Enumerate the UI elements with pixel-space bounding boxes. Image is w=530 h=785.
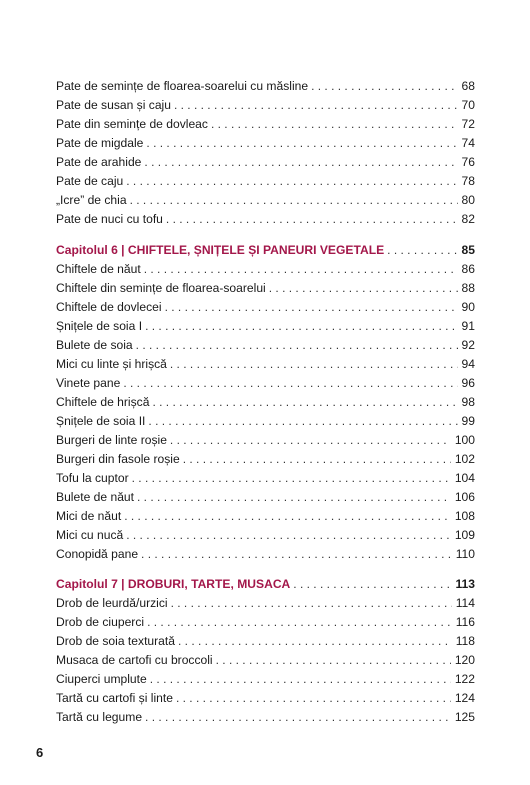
entry-page: 109 bbox=[454, 528, 475, 542]
toc-entry bbox=[56, 115, 475, 134]
entry-title: Burgeri din fasole roșie bbox=[56, 452, 180, 466]
entry-page: 94 bbox=[461, 357, 475, 371]
entry-title: Șnițele de soia I bbox=[56, 319, 143, 333]
toc-entry bbox=[56, 488, 475, 507]
entry-page: 104 bbox=[454, 471, 475, 485]
toc-entry bbox=[56, 708, 475, 727]
toc-entry bbox=[56, 450, 475, 469]
entry-title: Pate de migdale bbox=[56, 136, 144, 150]
leader-dots bbox=[124, 507, 451, 526]
toc-entry bbox=[56, 469, 475, 488]
chapter-page: 85 bbox=[461, 243, 475, 257]
entry-title: Drob de soia texturată bbox=[56, 634, 175, 648]
leader-dots bbox=[170, 355, 458, 374]
leader-dots bbox=[170, 431, 451, 450]
entry-page: 96 bbox=[461, 376, 475, 390]
chapter-heading bbox=[56, 575, 475, 594]
entry-title: Burgeri de linte roșie bbox=[56, 433, 167, 447]
chapter-title: Capitolul 6 | CHIFTELE, ȘNIȚELE ȘI PANEURI VEGETALE bbox=[56, 243, 385, 257]
toc-entry bbox=[56, 374, 475, 393]
entry-page: 78 bbox=[461, 174, 475, 188]
entry-page: 80 bbox=[461, 193, 475, 207]
chapter-heading bbox=[56, 241, 475, 260]
entry-title: Pate de semințe de floarea-soarelui cu măsline bbox=[56, 79, 309, 93]
leader-dots bbox=[126, 526, 451, 545]
entry-title: Mici cu linte și hrișcă bbox=[56, 357, 167, 371]
leader-dots bbox=[130, 191, 458, 210]
toc-entry bbox=[56, 191, 475, 210]
entry-title: Mici de năut bbox=[56, 509, 122, 523]
leader-dots bbox=[174, 96, 458, 115]
entry-page: 82 bbox=[461, 212, 475, 226]
entry-page: 72 bbox=[461, 117, 475, 131]
entry-page: 120 bbox=[454, 653, 475, 667]
entry-title: Pate de susan și caju bbox=[56, 98, 171, 112]
entry-page: 91 bbox=[461, 319, 475, 333]
toc-entry bbox=[56, 651, 475, 670]
entry-title: Pate de caju bbox=[56, 174, 124, 188]
toc-entry bbox=[56, 632, 475, 651]
page-number: 6 bbox=[36, 745, 44, 760]
entry-page: 110 bbox=[455, 547, 475, 561]
leader-dots bbox=[123, 374, 457, 393]
entry-page: 100 bbox=[454, 433, 475, 447]
entry-title: Mici cu nucă bbox=[56, 528, 124, 542]
entry-title: Chiftele de dovlecei bbox=[56, 300, 162, 314]
toc-entry bbox=[56, 613, 475, 632]
entry-title: Ciuperci umplute bbox=[56, 672, 147, 686]
toc-entry bbox=[56, 670, 475, 689]
entry-page: 106 bbox=[454, 490, 475, 504]
leader-dots bbox=[269, 279, 458, 298]
entry-page: 122 bbox=[454, 672, 475, 686]
toc-entry bbox=[56, 134, 475, 153]
entry-page: 118 bbox=[455, 634, 475, 648]
leader-dots bbox=[150, 670, 451, 689]
entry-page: 76 bbox=[461, 155, 475, 169]
toc-entry bbox=[56, 594, 475, 613]
entry-page: 98 bbox=[461, 395, 475, 409]
entry-page: 92 bbox=[461, 338, 475, 352]
leader-dots bbox=[293, 575, 451, 594]
entry-title: Conopidă pane bbox=[56, 547, 139, 561]
entry-title: Tartă cu legume bbox=[56, 710, 143, 724]
leader-dots bbox=[132, 469, 451, 488]
leader-dots bbox=[183, 450, 451, 469]
leader-dots bbox=[171, 594, 452, 613]
toc-entry bbox=[56, 279, 475, 298]
leader-dots bbox=[137, 488, 451, 507]
entry-page: 74 bbox=[461, 136, 475, 150]
entry-page: 88 bbox=[461, 281, 475, 295]
leader-dots bbox=[165, 298, 458, 317]
entry-page: 90 bbox=[461, 300, 475, 314]
chapter-title: Capitolul 7 | DROBURI, TARTE, MUSACA bbox=[56, 577, 291, 591]
toc-entry bbox=[56, 210, 475, 229]
entry-page: 116 bbox=[455, 615, 475, 629]
entry-page: 108 bbox=[454, 509, 475, 523]
toc-entry bbox=[56, 77, 475, 96]
leader-dots bbox=[144, 153, 457, 172]
leader-dots bbox=[147, 613, 452, 632]
toc-entry bbox=[56, 153, 475, 172]
leader-dots bbox=[176, 689, 451, 708]
entry-title: Pate de arahide bbox=[56, 155, 142, 169]
toc-entry bbox=[56, 96, 475, 115]
toc-entry bbox=[56, 317, 475, 336]
entry-page: 102 bbox=[454, 452, 475, 466]
leader-dots bbox=[211, 115, 458, 134]
leader-dots bbox=[178, 632, 452, 651]
toc-entry bbox=[56, 412, 475, 431]
entry-page: 124 bbox=[454, 691, 475, 705]
entry-title: „Icre” de chia bbox=[56, 193, 127, 207]
entry-title: Chiftele din semințe de floarea-soarelui bbox=[56, 281, 266, 295]
entry-title: Musaca de cartofi cu broccoli bbox=[56, 653, 213, 667]
entry-title: Drob de ciuperci bbox=[56, 615, 145, 629]
toc-entry bbox=[56, 355, 475, 374]
chapter-page: 113 bbox=[455, 577, 475, 591]
entry-title: Bulete de soia bbox=[56, 338, 133, 352]
leader-dots bbox=[145, 708, 451, 727]
entry-title: Tartă cu cartofi și linte bbox=[56, 691, 173, 705]
entry-page: 99 bbox=[461, 414, 475, 428]
entry-page: 86 bbox=[461, 262, 475, 276]
entry-page: 70 bbox=[461, 98, 475, 112]
entry-page: 68 bbox=[461, 79, 475, 93]
leader-dots bbox=[148, 412, 457, 431]
entry-page: 125 bbox=[454, 710, 475, 724]
leader-dots bbox=[146, 134, 457, 153]
leader-dots bbox=[152, 393, 457, 412]
toc-entry bbox=[56, 689, 475, 708]
toc-entry bbox=[56, 431, 475, 450]
toc-entry bbox=[56, 507, 475, 526]
leader-dots bbox=[144, 260, 458, 279]
leader-dots bbox=[141, 545, 452, 564]
entry-title: Drob de leurdă/urzici bbox=[56, 596, 168, 610]
entry-title: Șnițele de soia II bbox=[56, 414, 146, 428]
leader-dots bbox=[387, 241, 457, 260]
toc-entry bbox=[56, 526, 475, 545]
entry-page: 114 bbox=[455, 596, 475, 610]
leader-dots bbox=[216, 651, 451, 670]
leader-dots bbox=[145, 317, 457, 336]
toc-entry bbox=[56, 336, 475, 355]
entry-title: Pate de nuci cu tofu bbox=[56, 212, 163, 226]
toc-entry bbox=[56, 545, 475, 564]
leader-dots bbox=[311, 77, 457, 96]
toc-entry bbox=[56, 260, 475, 279]
leader-dots bbox=[126, 172, 457, 191]
entry-title: Pate din semințe de dovleac bbox=[56, 117, 208, 131]
entry-title: Bulete de năut bbox=[56, 490, 135, 504]
entry-title: Chiftele de hrișcă bbox=[56, 395, 150, 409]
entry-title: Chiftele de năut bbox=[56, 262, 141, 276]
entry-title: Vinete pane bbox=[56, 376, 121, 390]
toc-entry bbox=[56, 393, 475, 412]
entry-title: Tofu la cuptor bbox=[56, 471, 129, 485]
toc-entry bbox=[56, 172, 475, 191]
toc-entry bbox=[56, 298, 475, 317]
leader-dots bbox=[166, 210, 458, 229]
leader-dots bbox=[136, 336, 458, 355]
